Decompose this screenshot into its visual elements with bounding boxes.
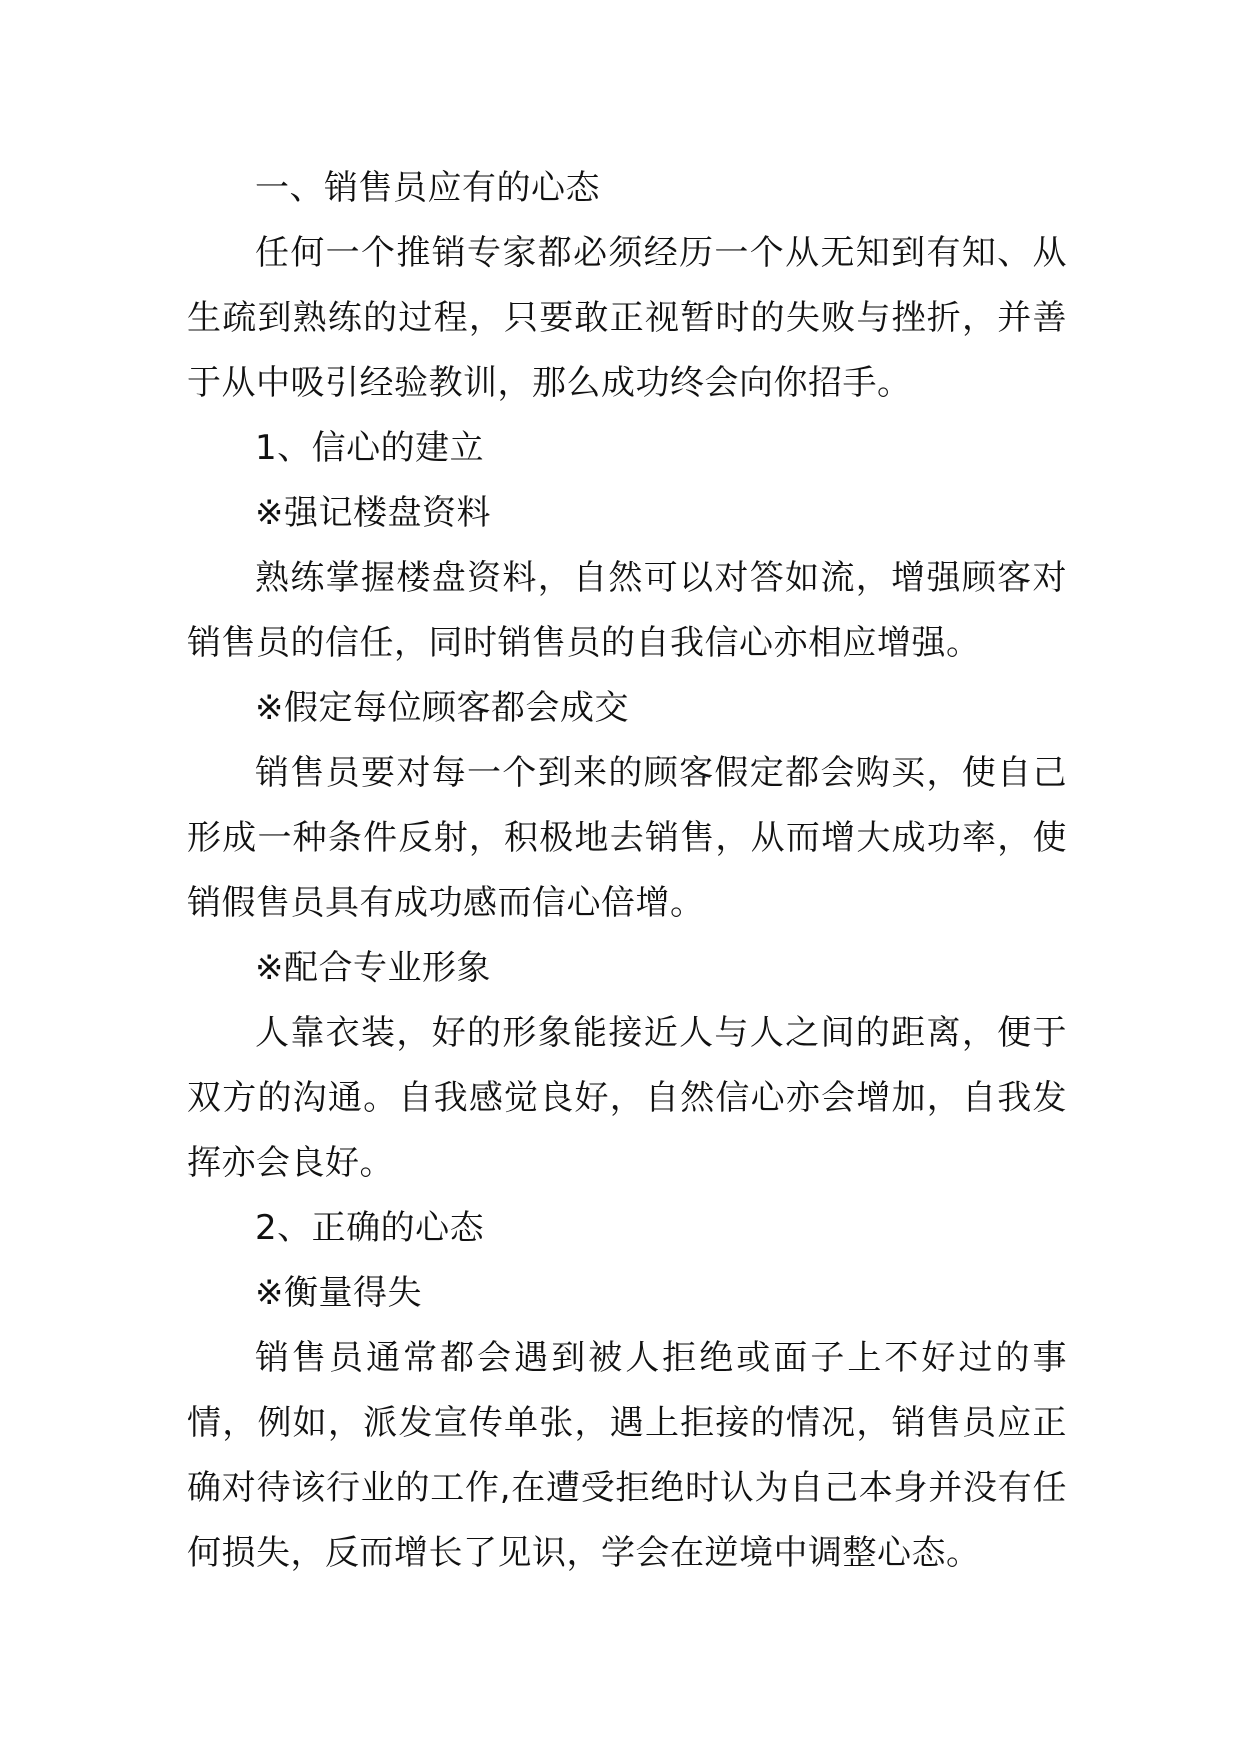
point-heading: ※强记楼盘资料	[255, 493, 491, 533]
section-heading: 一、销售员应有的心态	[255, 168, 600, 208]
point-heading: ※假定每位顾客都会成交	[255, 688, 629, 728]
body-paragraph: 销售员通常都会遇到被人拒绝或面子上不好过的事情，例如，派发宣传单张，遇上拒接的情况，销售员应正确对待该行业的工作,在遭受拒绝时认为自己本身并没有任何损失，反而增长了见识，学会在逆境中调整心态。	[187, 1338, 1067, 1573]
subsection-heading: 2、正确的心态	[255, 1208, 485, 1248]
subsection-heading: 1、信心的建立	[255, 428, 485, 468]
document-body	[187, 156, 1067, 1586]
body-paragraph: 任何一个推销专家都必须经历一个从无知到有知、从生疏到熟练的过程，只要敢正视暂时的失败与挫折，并善于从中吸引经验教训，那么成功终会向你招手。	[187, 233, 1067, 403]
body-paragraph: 熟练掌握楼盘资料，自然可以对答如流，增强顾客对销售员的信任，同时销售员的自我信心亦相应增强。	[187, 558, 1067, 663]
body-paragraph: 人靠衣装，好的形象能接近人与人之间的距离，便于双方的沟通。自我感觉良好，自然信心亦会增加，自我发挥亦会良好。	[187, 1013, 1067, 1183]
point-heading: ※衡量得失	[255, 1273, 422, 1313]
point-heading: ※配合专业形象	[255, 948, 491, 988]
body-paragraph: 销售员要对每一个到来的顾客假定都会购买，使自己形成一种条件反射，积极地去销售，从而增大成功率，使销假售员具有成功感而信心倍增。	[187, 753, 1067, 923]
